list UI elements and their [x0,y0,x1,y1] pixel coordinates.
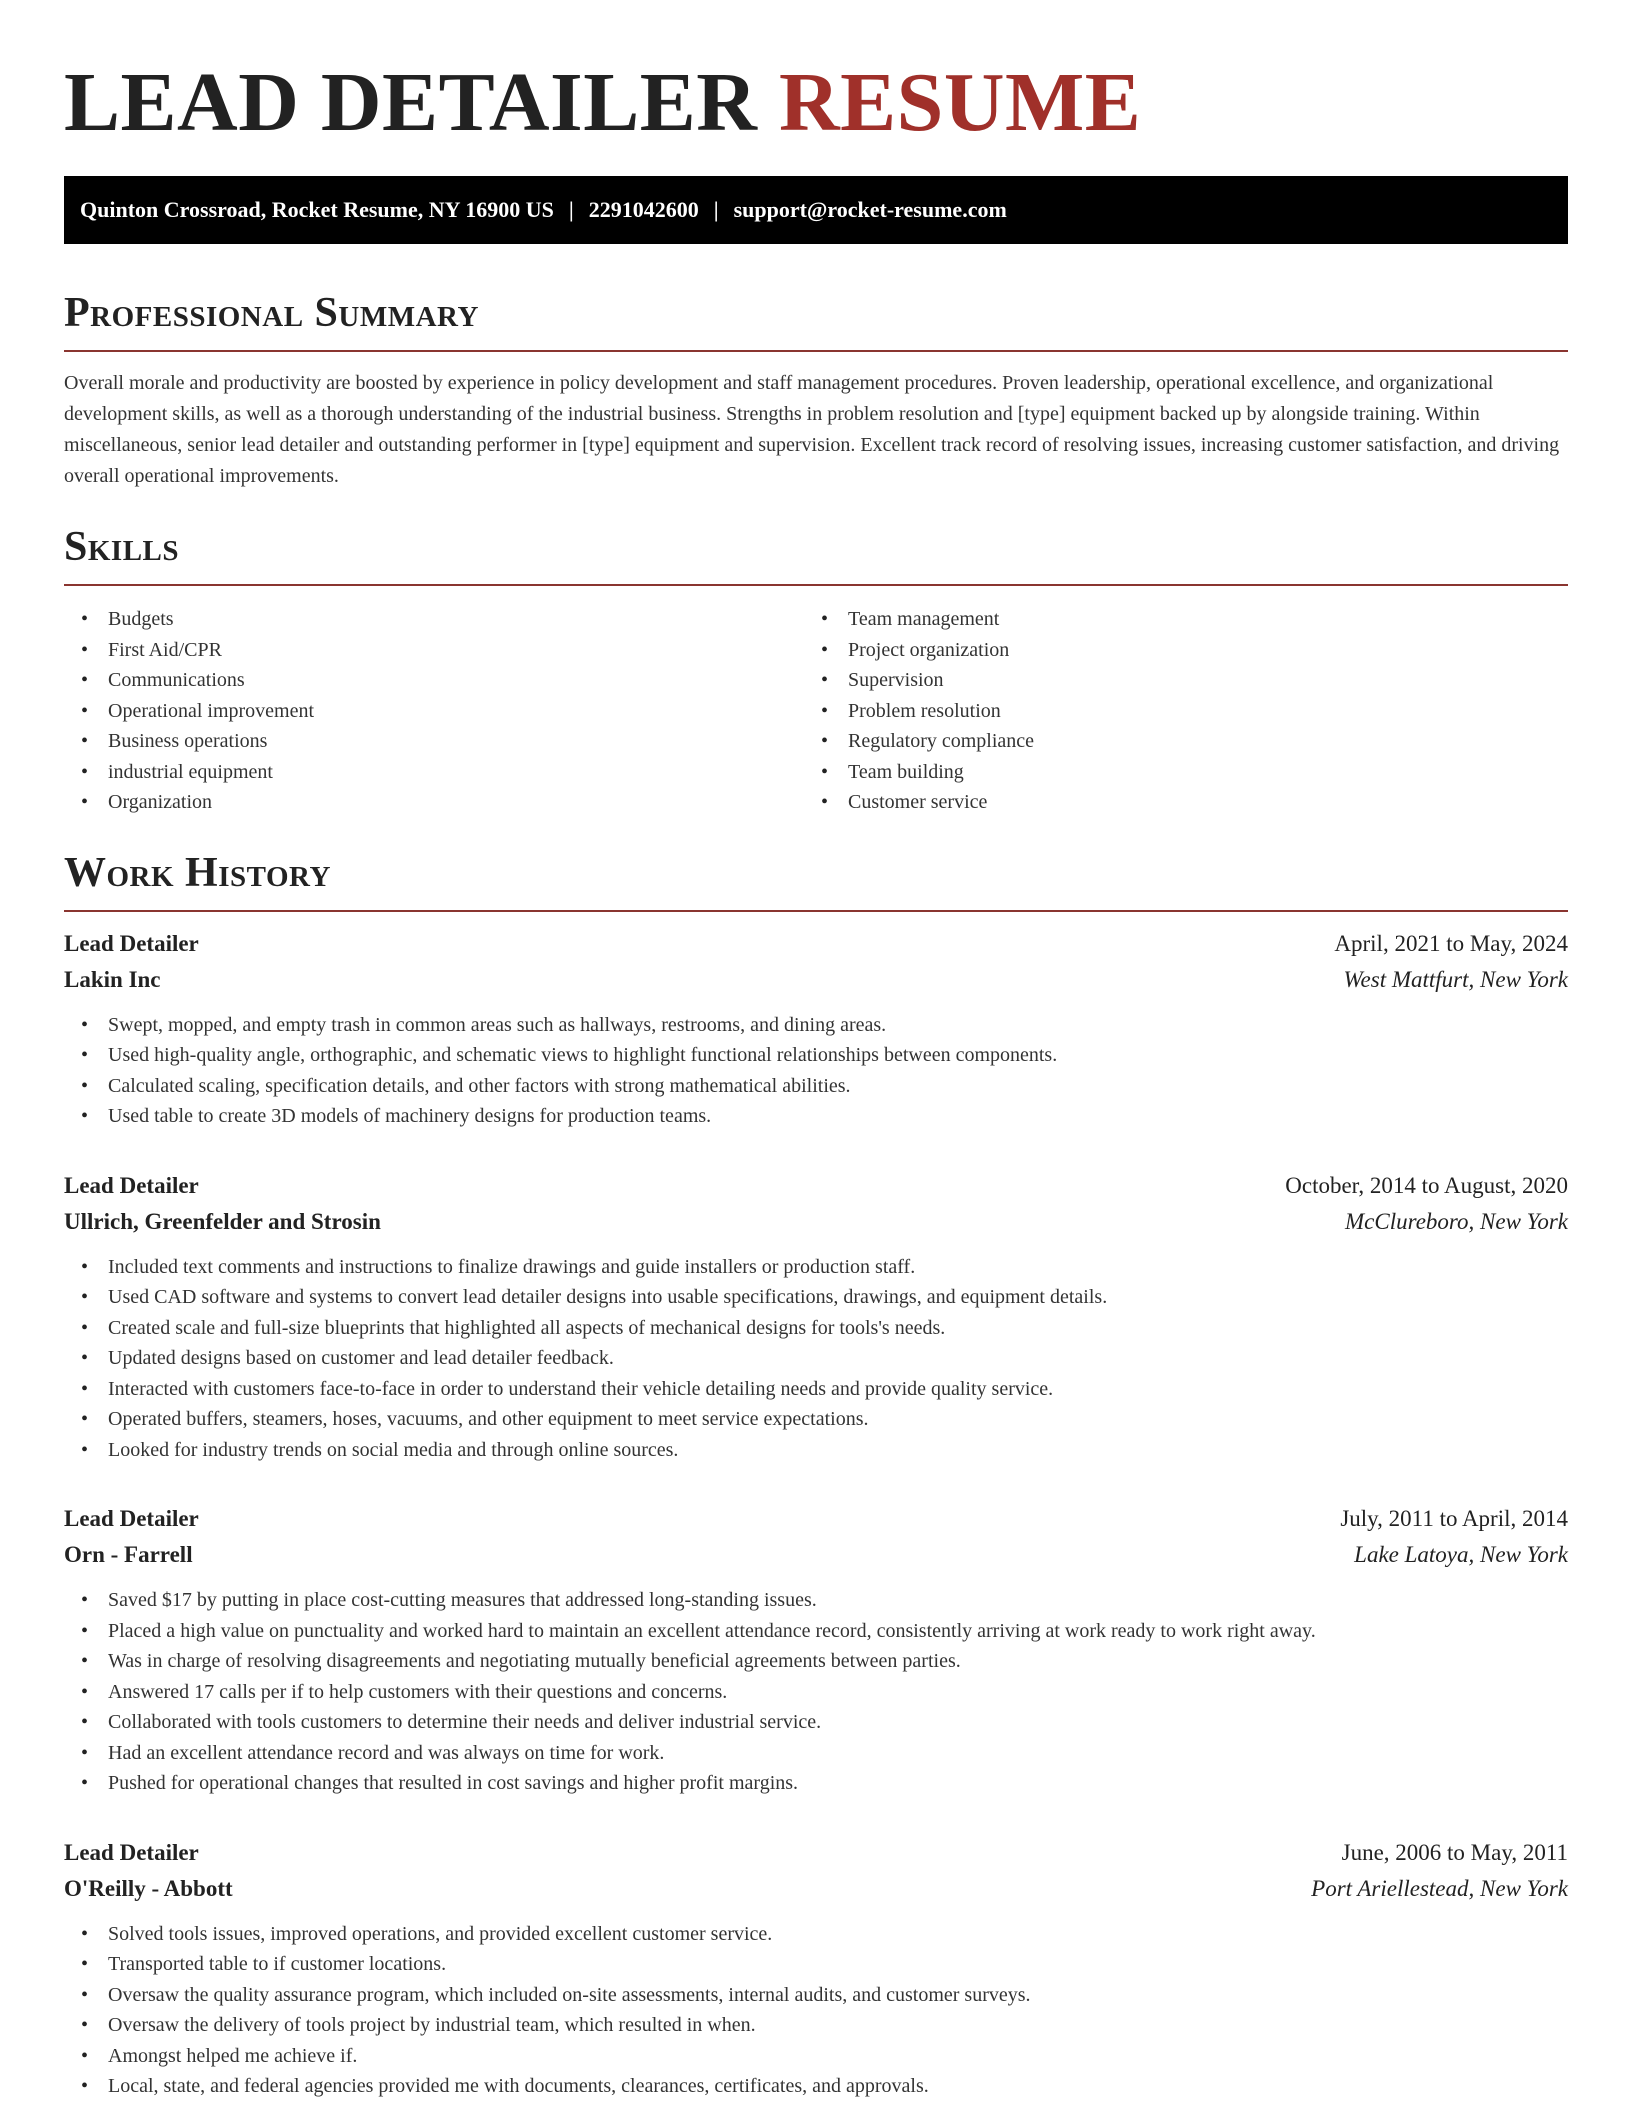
skills-list [64,604,1568,818]
job-title: Lead Detailer [64,930,199,956]
job-bullet: • Answered 17 calls per if to help customers with their questions and concerns. [64,1677,1568,1708]
job-bullet: • Pushed for operational changes that resulted in cost savings and higher profit margins. [64,1768,1568,1799]
skill-item: • First Aid/CPR [64,635,804,666]
job-location: West Mattfurt, New York [1343,966,1568,992]
job-header [64,926,1568,962]
title-main: LEAD DETAILER [64,56,758,149]
contact-email[interactable]: support@rocket-resume.com [733,197,1007,222]
job-bullet: • Swept, mopped, and empty trash in common areas such as hallways, restrooms, and dining areas. [64,1010,1568,1041]
job-bullet: • Operated buffers, steamers, hoses, vacuums, and other equipment to meet service expectations. [64,1404,1568,1435]
job-subheader [64,1204,1568,1240]
skills-column-left [64,604,804,818]
contact-separator: | [568,197,574,222]
job-bullets [64,1585,1568,1799]
job-title: Lead Detailer [64,1506,199,1531]
skill-item: • Operational improvement [64,696,804,727]
skills-section [64,522,1568,818]
job-bullet: • Had an excellent attendance record and was always on time for work. [64,1738,1568,1769]
job-dates: July, 2011 to April, 2014 [1340,1506,1568,1531]
job-bullet: • Included text comments and instructions to finalize drawings and guide installers or production staff. [64,1252,1568,1283]
job-header [64,1168,1568,1204]
title-accent: RESUME [778,56,1142,149]
job-header [64,1835,1568,1871]
skill-item: • Team building [804,757,1544,788]
contact-address: Quinton Crossroad, Rocket Resume, NY 16900 US [80,197,554,222]
summary-text: Overall morale and productivity are boosted by experience in policy development and staff management procedures. Proven leadership, operational excellence, and organizational development skills, as well as a thorough understanding of the industrial business. Strengths in problem resolution and [type] equipment backed up by alongside training. Within miscellaneous, senior lead detailer and outstanding performer in [type] equipment and supervision. Excellent track record of resolving issues, increasing customer satisfaction, and driving overall operational improvements. [64,372,1560,487]
section-divider [64,350,1568,352]
job-entry [64,1501,1568,1799]
summary-heading: Professional Summary [64,290,479,336]
job-bullet: • Amongst helped me achieve if. [64,2041,1568,2072]
skill-item: • Organization [64,787,804,818]
contact-separator: | [713,197,719,222]
job-bullets [64,1252,1568,1466]
job-subheader [64,962,1568,998]
job-subheader [64,1537,1568,1573]
job-entry [64,1168,1568,1466]
job-subheader [64,1871,1568,1907]
skills-heading: Skills [64,524,180,570]
job-header [64,1501,1568,1537]
work-history-section [64,848,1568,2102]
job-location: Lake Latoya, New York [1354,1542,1568,1567]
summary-section [64,288,1568,492]
skill-item: • Communications [64,665,804,696]
skill-item: • Customer service [804,787,1544,818]
skill-item: • Team management [804,604,1544,635]
skill-item: • Regulatory compliance [804,726,1544,757]
skill-item: • Business operations [64,726,804,757]
job-company: Ullrich, Greenfelder and Strosin [64,1208,381,1234]
job-bullet: • Calculated scaling, specification details, and other factors with strong mathematical abilities. [64,1071,1568,1102]
skill-item: • Problem resolution [804,696,1544,727]
job-entry [64,926,1568,1132]
job-company: Orn - Farrell [64,1542,193,1567]
job-location: Port Ariellestead, New York [1311,1875,1568,1901]
job-bullets [64,1919,1568,2102]
job-bullet: • Placed a high value on punctuality and worked hard to maintain an excellent attendance record, consistently arriving at work ready to work right away. [64,1616,1568,1647]
job-bullet: • Local, state, and federal agencies provided me with documents, clearances, certificates, and approvals. [64,2071,1568,2102]
job-location: McClureboro, New York [1345,1208,1568,1234]
job-bullet: • Collaborated with tools customers to determine their needs and deliver industrial service. [64,1707,1568,1738]
job-bullet: • Used CAD software and systems to convert lead detailer designs into usable specifications, drawings, and equipment details. [64,1282,1568,1313]
job-bullet: • Created scale and full-size blueprints that highlighted all aspects of mechanical designs for tools's needs. [64,1313,1568,1344]
job-dates: April, 2021 to May, 2024 [1334,930,1568,956]
job-bullet: • Solved tools issues, improved operations, and provided excellent customer service. [64,1919,1568,1950]
skill-item: • Supervision [804,665,1544,696]
skill-item: • Budgets [64,604,804,635]
job-entry [64,1835,1568,2102]
job-company: Lakin Inc [64,966,161,992]
skill-item: • industrial equipment [64,757,804,788]
skill-item: • Project organization [804,635,1544,666]
section-divider [64,910,1568,912]
job-bullet: • Used table to create 3D models of machinery designs for production teams. [64,1101,1568,1132]
job-title: Lead Detailer [64,1839,199,1865]
job-bullet: • Used high-quality angle, orthographic, and schematic views to highlight functional relationships between components. [64,1040,1568,1071]
job-dates: October, 2014 to August, 2020 [1285,1172,1568,1198]
job-bullet: • Was in charge of resolving disagreements and negotiating mutually beneficial agreements between parties. [64,1646,1568,1677]
job-bullet: • Transported table to if customer locations. [64,1949,1568,1980]
job-company: O'Reilly - Abbott [64,1875,233,1901]
skills-column-right [804,604,1544,818]
job-title: Lead Detailer [64,1172,199,1198]
job-bullet: • Interacted with customers face-to-face in order to understand their vehicle detailing needs and provide quality service. [64,1374,1568,1405]
job-bullet: • Updated designs based on customer and lead detailer feedback. [64,1343,1568,1374]
job-bullets [64,1010,1568,1132]
contact-phone[interactable]: 2291042600 [588,197,699,222]
resume-title [64,0,1568,176]
job-bullet: • Looked for industry trends on social media and through online sources. [64,1435,1568,1466]
job-bullet: • Oversaw the delivery of tools project by industrial team, which resulted in when. [64,2010,1568,2041]
job-dates: June, 2006 to May, 2011 [1341,1839,1568,1865]
work-history-heading: Work History [64,849,331,896]
job-bullet: • Saved $17 by putting in place cost-cutting measures that addressed long-standing issues. [64,1585,1568,1616]
section-divider [64,584,1568,586]
job-bullet: • Oversaw the quality assurance program, which included on-site assessments, internal audits, and customer surveys. [64,1980,1568,2011]
contact-bar [64,176,1568,244]
